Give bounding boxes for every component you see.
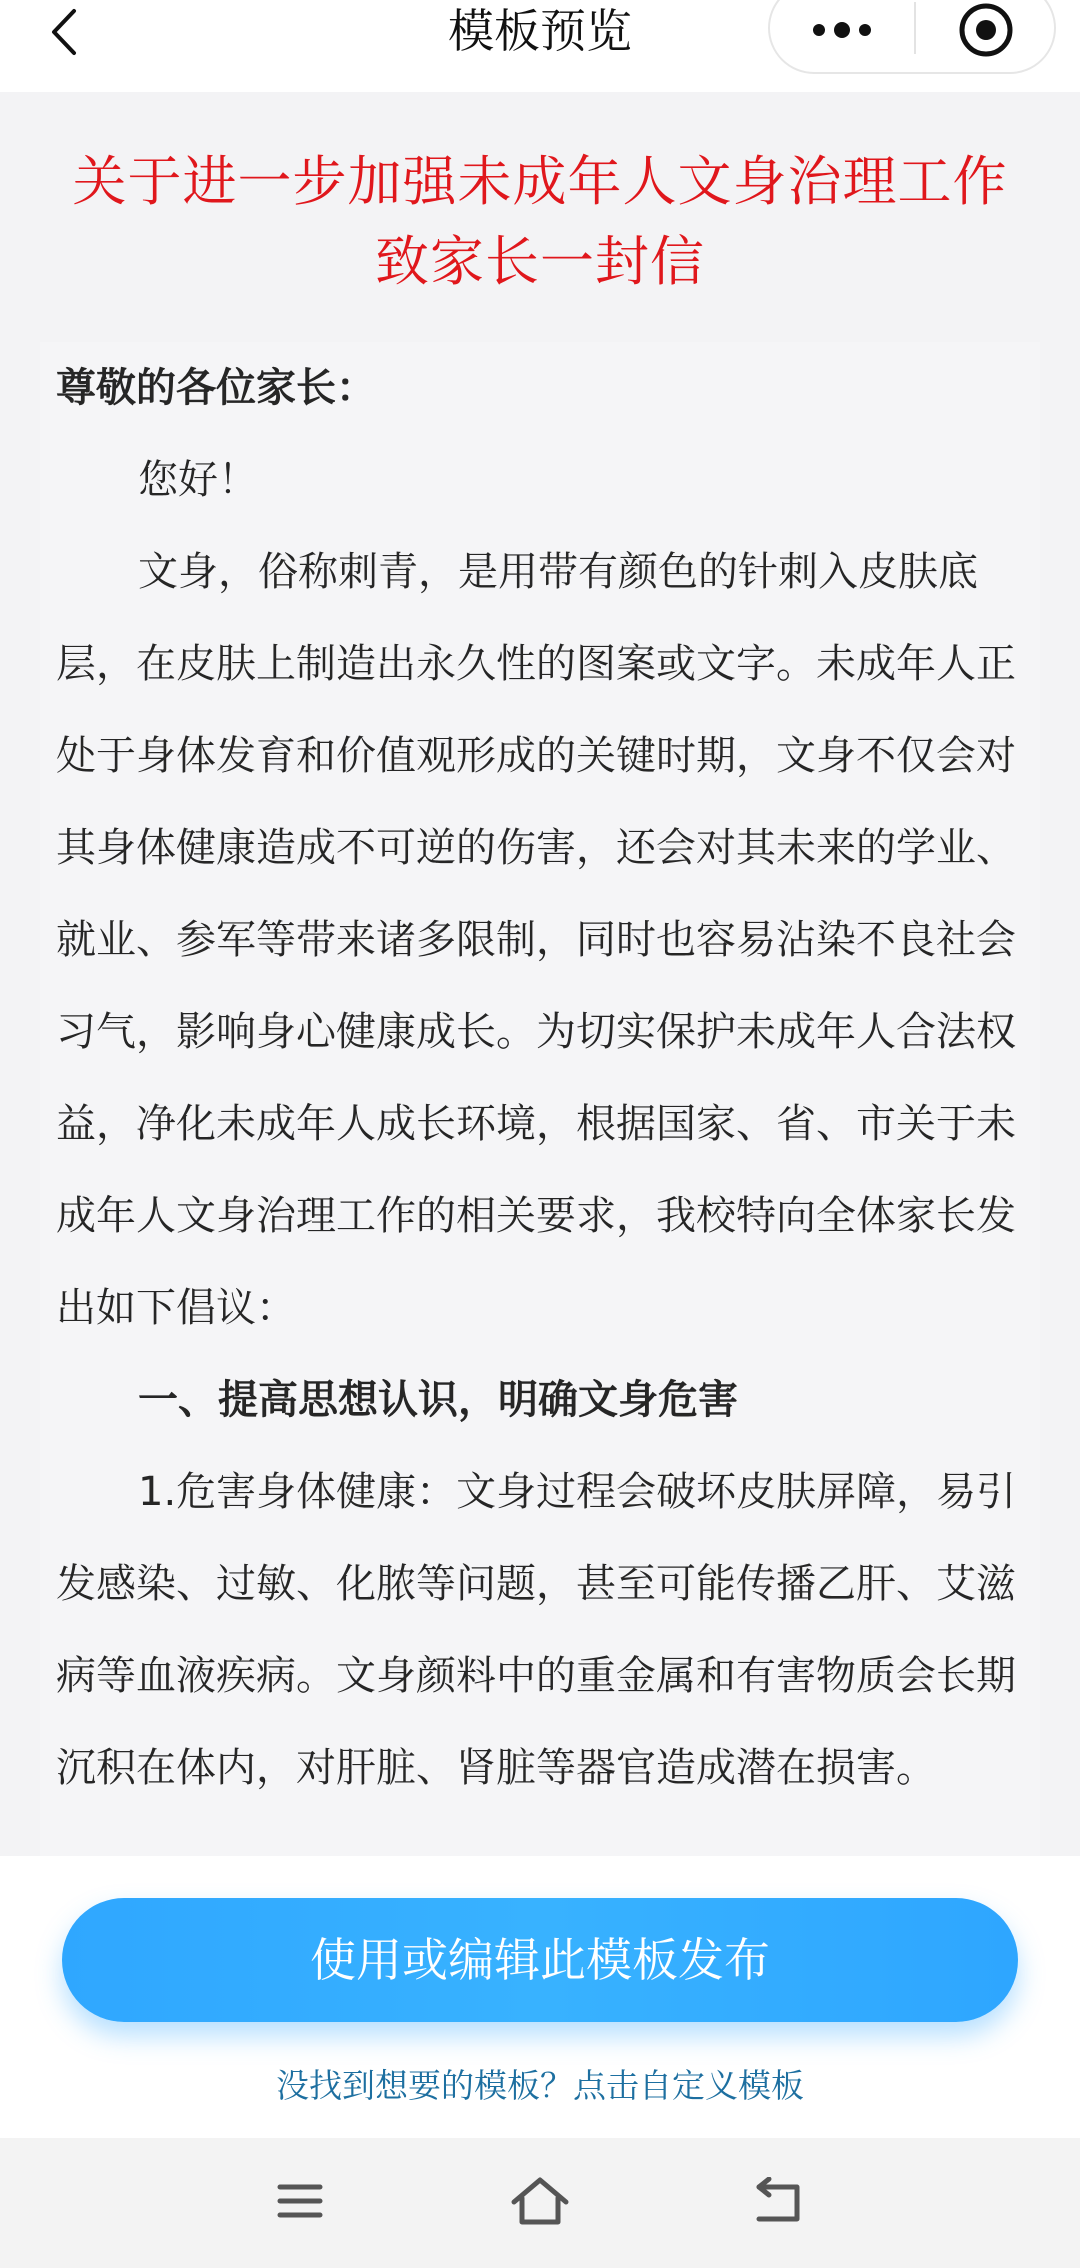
document-title-line1: 关于进一步加强未成年人文身治理工作	[72, 150, 1008, 213]
use-template-button[interactable]: 使用或编辑此模板发布	[62, 1898, 1018, 2022]
system-back-button[interactable]	[740, 2166, 820, 2236]
salutation: 尊敬的各位家长：	[56, 365, 376, 411]
top-nav-bar	[0, 0, 1080, 92]
custom-template-link[interactable]: 没找到想要的模板？点击自定义模板	[276, 2066, 804, 2105]
home-button[interactable]	[500, 2166, 580, 2236]
close-button[interactable]	[916, 2, 1056, 58]
system-nav-bar	[0, 2138, 1080, 2268]
more-dots-icon	[810, 20, 874, 40]
menu-button[interactable]	[260, 2166, 340, 2236]
document-title	[30, 142, 1050, 302]
document-title-line2: 致家长一封信	[375, 230, 705, 293]
target-close-icon	[958, 2, 1014, 58]
paragraph-health-harm: 1.危害身体健康：文身过程会破坏皮肤屏障，易引发感染、过敏、化脓等问题，甚至可能传播乙肝、艾滋病等血液疾病。文身颜料中的重金属和有害物质会长期沉积在体内，对肝脏、肾脏等器官造成潜在损害。	[56, 1469, 1017, 1791]
template-preview-content[interactable]	[0, 92, 1080, 1856]
section-heading: 一、提高思想认识，明确文身危害	[138, 1377, 738, 1423]
more-button[interactable]	[770, 2, 914, 58]
menu-icon	[276, 2181, 324, 2221]
paragraph-intro: 文身，俗称刺青，是用带有颜色的针刺入皮肤底层，在皮肤上制造出永久性的图案或文字。未成年人正处于身体发育和价值观形成的关键时期，文身不仅会对其身体健康造成不可逆的伤害，还会对其未来的学业、就业、参军等带来诸多限制，同时也容易沾染不良社会习气，影响身心健康成长。为切实保护未成年人合法权益，净化未成年人成长环境，根据国家、省、市关于未成年人文身治理工作的相关要求，我校特向全体家长发出如下倡议：	[56, 549, 1016, 1331]
action-area	[0, 1856, 1080, 2138]
letter-body	[40, 342, 1040, 1856]
back-icon	[753, 2177, 807, 2225]
greeting: 您好！	[138, 457, 258, 503]
page-title: 模板预览	[448, 4, 632, 58]
mini-program-capsule	[768, 0, 1056, 74]
home-icon	[510, 2176, 570, 2226]
